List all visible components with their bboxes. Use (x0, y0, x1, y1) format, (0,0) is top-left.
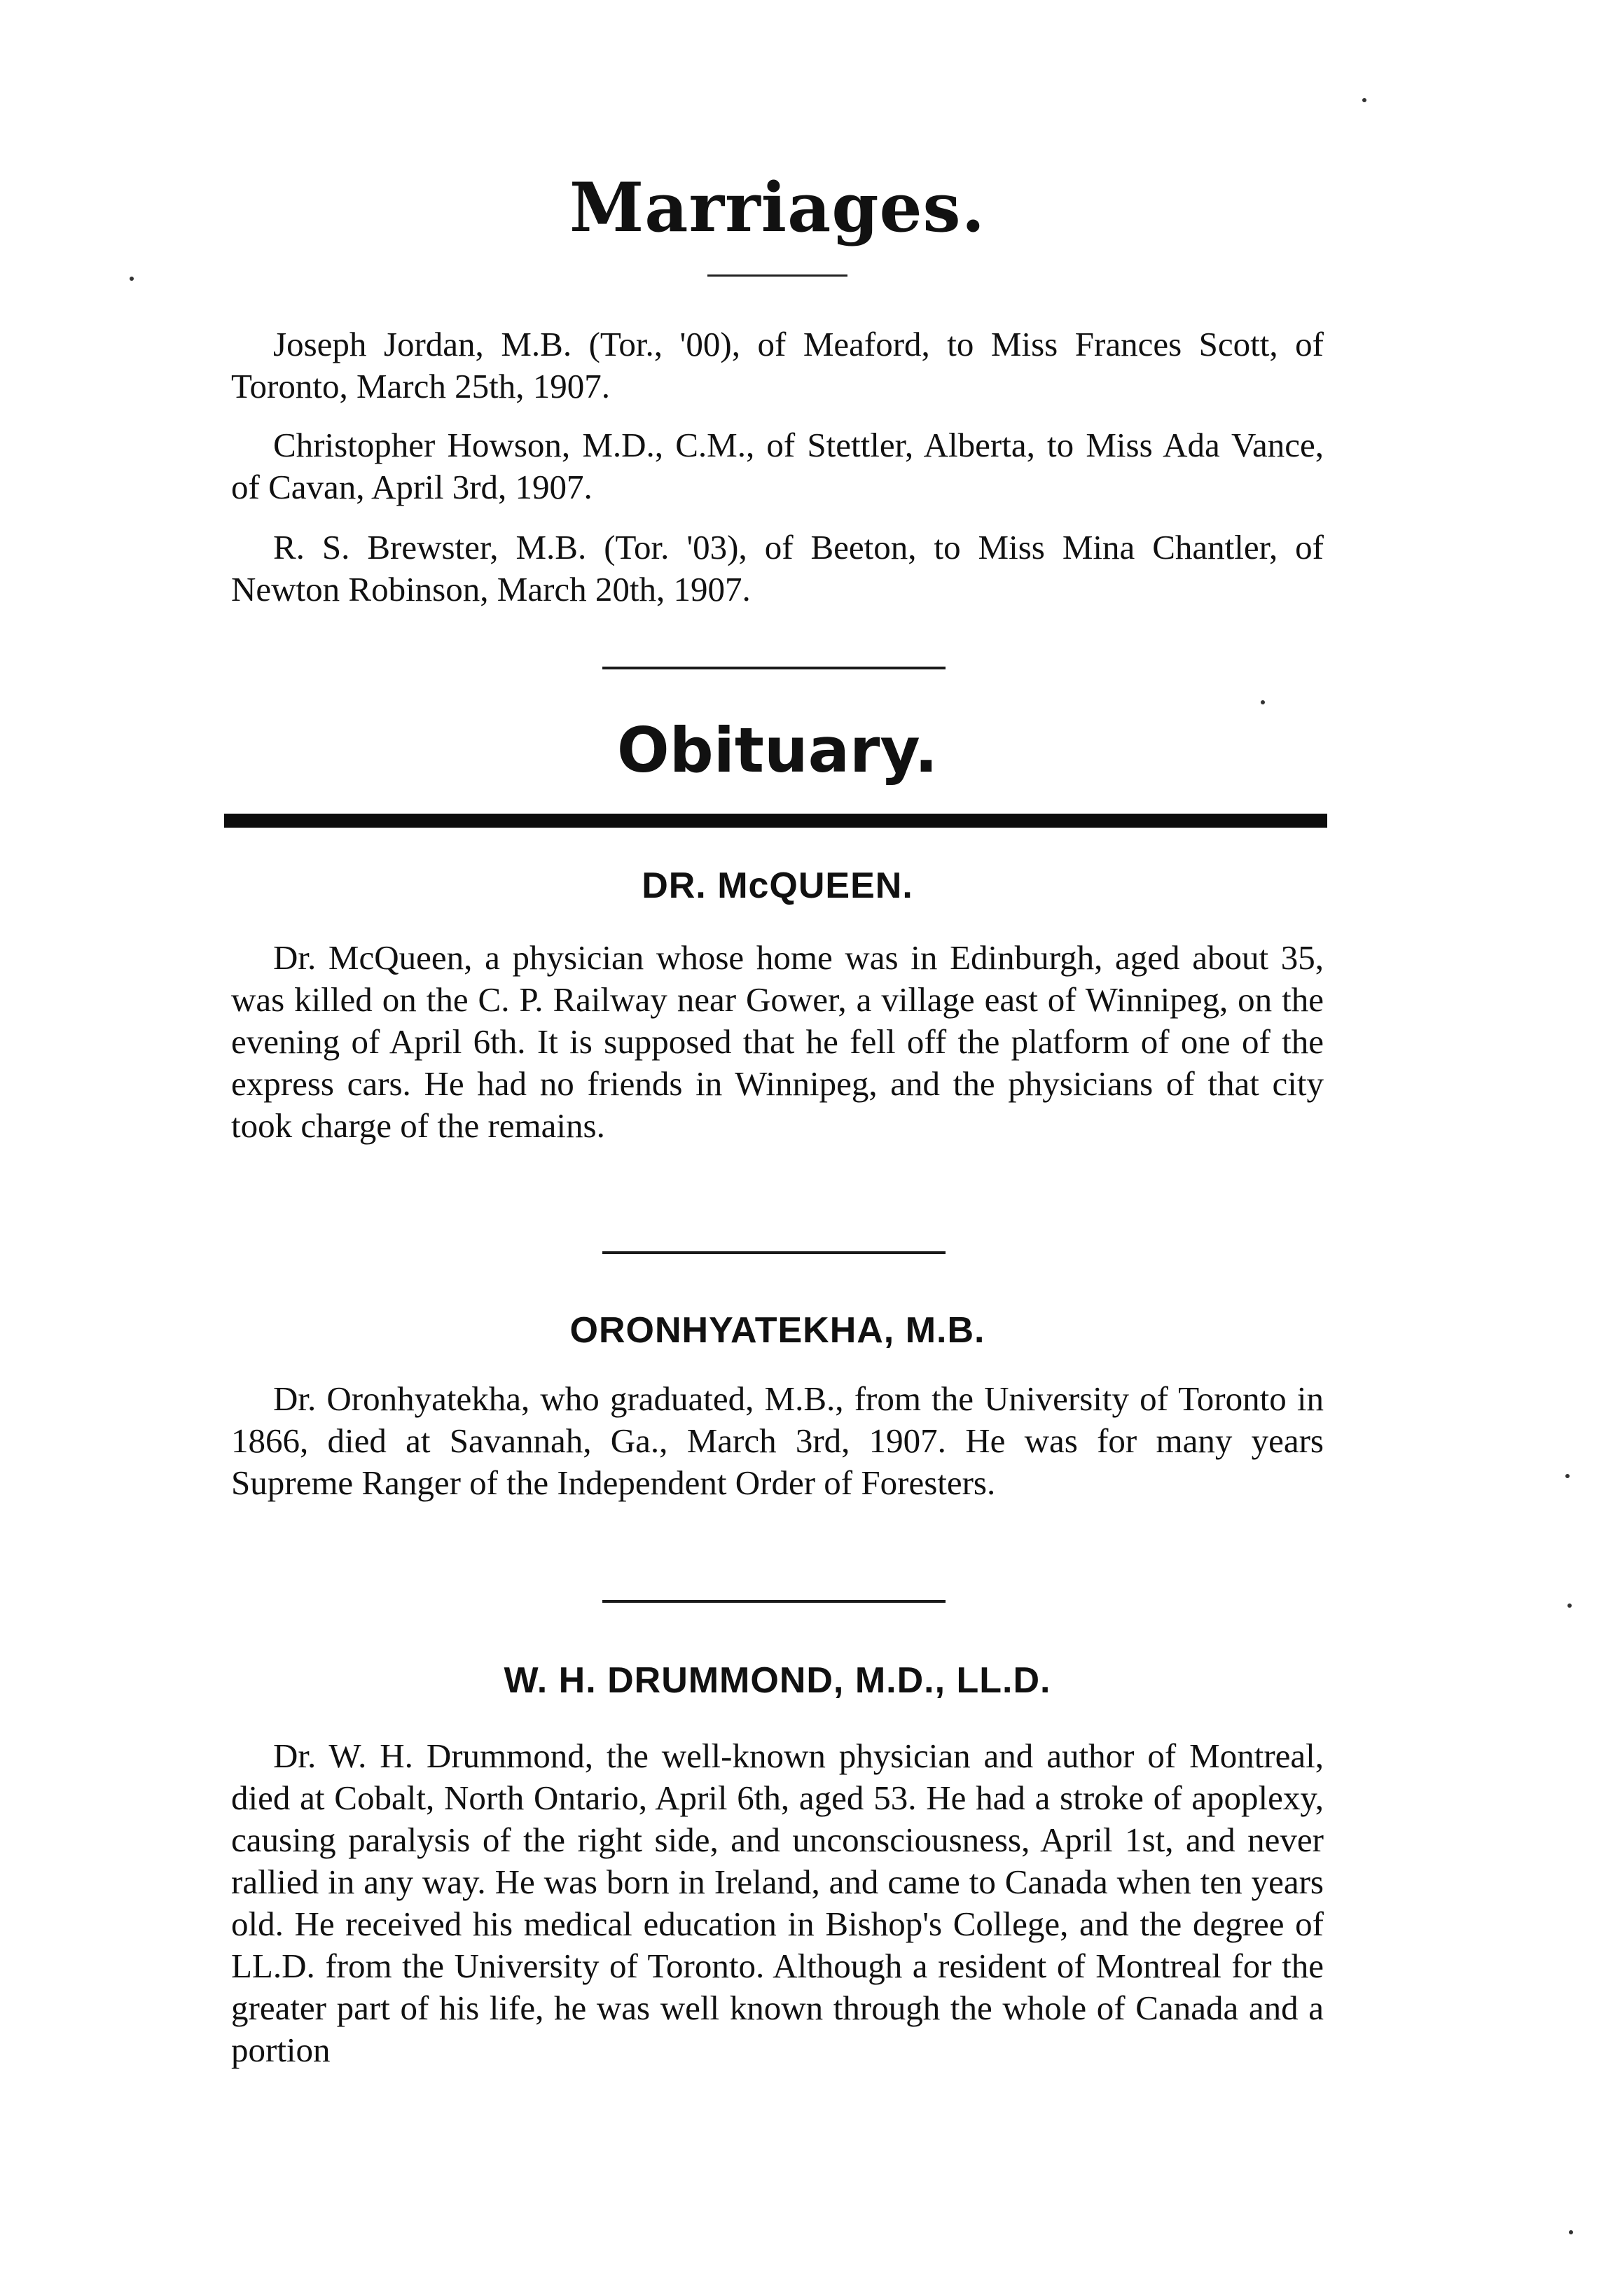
obituary-text-drummond: Dr. W. H. Drummond, the well-known physician and author of Montreal, died at Cobalt, North Ontario, April 6th, aged 53. He had a stroke of apoplexy, causing paralysis of the right side, and unconsciousness, April 1st, and never rallied in any way. He was born in Ireland, and came to Canada when ten years old. He received his medical education in Bishop's College, and the degree of LL.D. from the University of Toronto. Although a resident of Montreal for the greater part of his life, he was well known through the whole of Canada and a portion (231, 1737, 1324, 2069)
marriage-entry (231, 323, 1324, 408)
marriage-entry-text: Christopher Howson, M.D., C.M., of Stettler, Alberta, to Miss Ada Vance, of Cavan, April 3rd, 1907. (231, 426, 1324, 506)
obituary-thick-rule (224, 814, 1327, 828)
section-divider (602, 1251, 946, 1254)
marriage-entry (231, 424, 1324, 508)
obituary-title: Obituary. (616, 714, 939, 786)
marriage-entry-text: R. S. Brewster, M.B. (Tor. '03), of Beeton, to Miss Mina Chantler, of Newton Robinson, March 20th, 1907. (231, 528, 1324, 608)
marriage-entry (231, 527, 1324, 611)
marriages-title: Marriages. (569, 168, 985, 247)
obituary-entry-oronhyatekha (231, 1378, 1324, 1504)
marriage-entry-text: Joseph Jordan, M.B. (Tor., '00), of Meaford, to Miss Frances Scott, of Toronto, March 25th, 1907. (231, 325, 1324, 405)
obituary-heading-drummond: W. H. DRUMMOND, M.D., LL.D. (504, 1660, 1051, 1701)
obituary-text-oronhyatekha: Dr. Oronhyatekha, who graduated, M.B., from the University of Toronto in 1866, died at Savannah, Ga., March 3rd, 1907. He was for many years Supreme Ranger of the Independent Order of Foresters. (231, 1379, 1324, 1502)
marriages-title-rule (707, 274, 847, 277)
scan-speck (1569, 2230, 1573, 2234)
section-divider (602, 1600, 946, 1603)
obituary-text-mcqueen: Dr. McQueen, a physician whose home was in Edinburgh, aged about 35, was killed on the C. P. Railway near Gower, a village east of Winnipeg, on the evening of April 6th. It is supposed that he fell off the platform of one of the express cars. He had no friends in Winnipeg, and the physicians of that city took charge of the remains. (231, 938, 1324, 1145)
obituary-heading-mcqueen: DR. McQUEEN. (642, 865, 913, 906)
section-divider (602, 667, 946, 669)
obituary-entry-drummond (231, 1735, 1324, 2071)
scan-speck (130, 277, 134, 281)
scan-speck (1261, 700, 1265, 704)
scan-speck (1567, 1603, 1572, 1608)
scan-speck (1362, 98, 1366, 102)
obituary-heading-oronhyatekha: ORONHYATEKHA, M.B. (569, 1310, 985, 1351)
scan-speck (1565, 1474, 1570, 1478)
obituary-entry-mcqueen (231, 937, 1324, 1147)
